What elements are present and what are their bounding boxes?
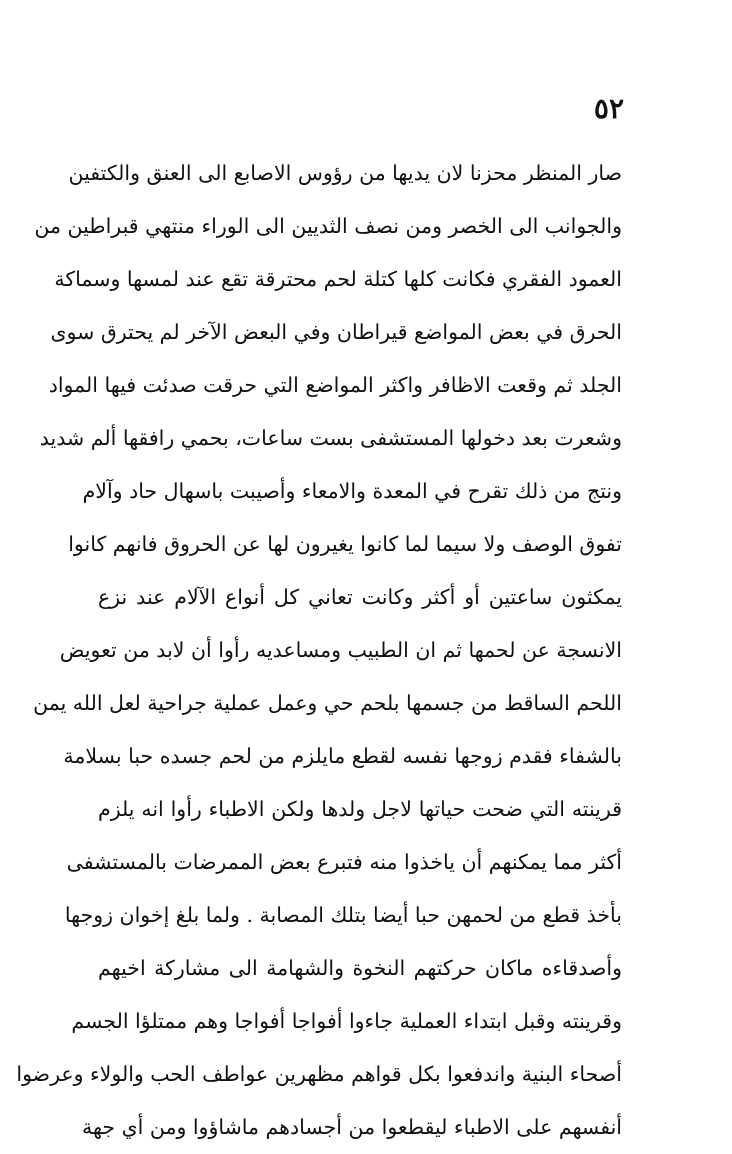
text-line: العمود الفقري فكانت كلها كتلة لحم محترقة تقع عند لمسها وسماكة [54,267,622,291]
text-line: يمكثون ساعتين أو أكثر وكانت تعاني كل أنواع الآلام عند نزع [98,585,622,609]
text-line: بالشفاء فقدم زوجها نفسه لقطع مايلزم من لحم جسده حبا بسلامة [63,744,622,768]
text-line: الحرق في بعض المواضع قيراطان وفي البعض الآخر لم يحترق سوى [50,320,622,344]
text-line: الانسجة عن لحمها ثم ان الطبيب ومساعديه رأوا أن لابد من تعويض [59,638,622,662]
text-line: أكثر مما يمكنهم أن ياخذوا منه فتبرع بعض الممرضات بالمستشفى [66,850,622,874]
text-line: وشعرت بعد دخولها المستشفى بست ساعات، بحمي رافقها ألم شديد [39,426,622,450]
text-line: وقرينته وقبل ابتداء العملية جاءوا أفواجا أفواجا وهم ممتلؤا الجسم [71,1009,622,1033]
text-line: بأخذ قطع من لحمهن حبا أيضا بتلك المصابة . ولما بلغ إخوان زوجها [64,903,622,927]
text-line: اللحم الساقط من جسمها بلحم حي وعمل عملية جراحية لعل الله يمن [33,691,622,715]
text-line: الجلد ثم وقعت الاظافر واكثر المواضع التي حرقت صدئت فيها المواد [48,373,622,397]
text-line: ونتج من ذلك تقرح في المعدة والامعاء وأصيبت باسهال حاد وآلام [82,479,622,503]
text-line: قرينته التي ضحت حياتها لاجل ولدها ولكن الاطباء رأوا انه يلزم [98,797,622,821]
text-line: صار المنظر محزنا لان يديها من رؤوس الاصابع الى العنق والكتفين [68,161,622,185]
body-text [16,147,622,1154]
text-line: أنفسهم على الاطباء ليقطعوا من أجسادهم ماشاؤوا ومن أي جهة [81,1115,622,1139]
text-line: تفوق الوصف ولا سيما لما كانوا يغيرون لها عن الحروق فانهم كانوا [68,532,622,556]
text-line: وأصدقاءه ماكان حركتهم النخوة والشهامة الى مشاركة اخيهم [98,956,622,980]
page-number: ٥٢ [593,92,624,125]
text-line: أصحاء البنية واندفعوا بكل قواهم مظهرين عواطف الحب والولاء وعرضوا [16,1062,622,1086]
text-line: والجوانب الى الخصر ومن نصف الثديين الى الوراء منتهي قبراطين من [34,214,622,238]
